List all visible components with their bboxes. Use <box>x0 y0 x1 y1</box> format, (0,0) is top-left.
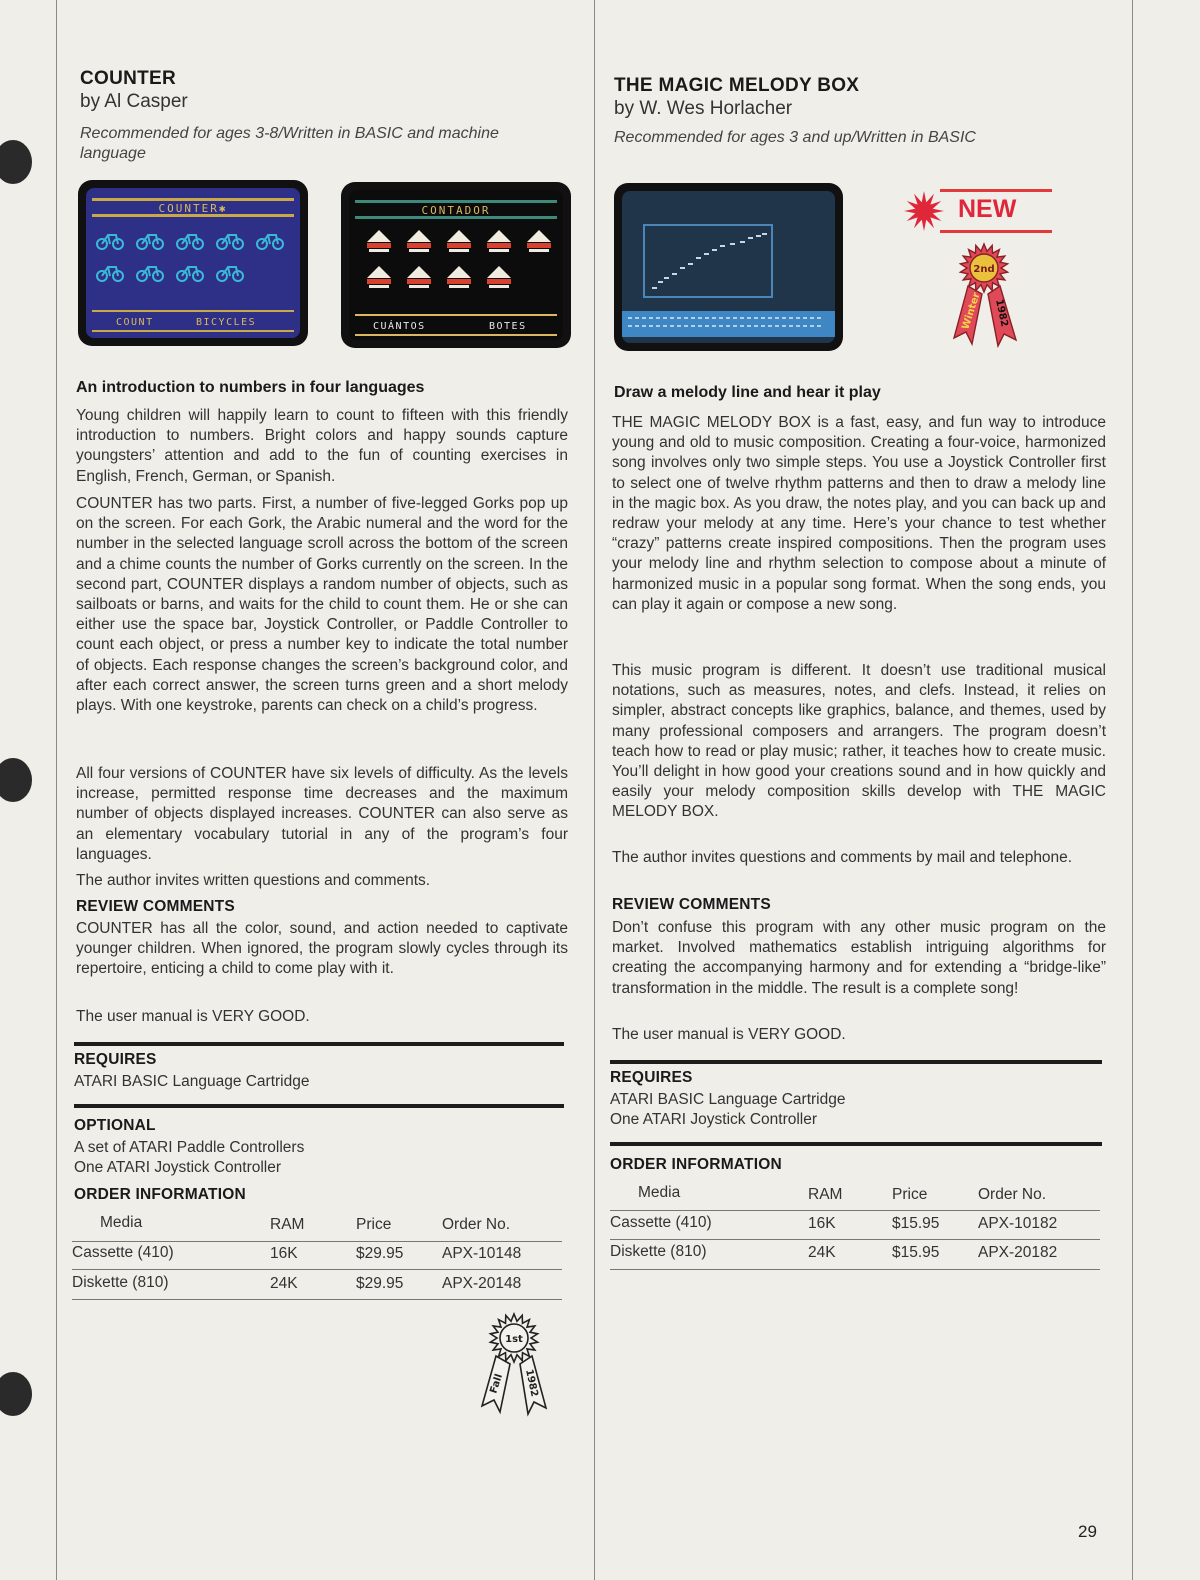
sailboat-icon <box>367 266 391 288</box>
melody-box-graphic <box>622 191 835 343</box>
counter-screen-left-word: COUNT <box>116 317 154 328</box>
new-badge <box>900 186 1054 236</box>
svg-text:Fall: Fall <box>488 1372 505 1395</box>
contador-screen-title: CONTADOR <box>421 204 491 217</box>
counter-screen-title: COUNTER✱ <box>158 202 228 215</box>
counter-screenshot-spanish <box>341 182 571 348</box>
sailboat-icon <box>487 230 511 252</box>
svg-text:Winter: Winter <box>960 291 983 331</box>
column-divider <box>594 0 595 1580</box>
bicycle-icon <box>97 235 123 249</box>
melody-order-header-orderno: Order No. <box>978 1186 1047 1203</box>
sailboat-icons <box>367 230 551 288</box>
melody-subhead: Draw a melody line and hear it play <box>614 384 881 401</box>
melody-author: by W. Wes Horlacher <box>614 98 793 119</box>
bicycle-icon <box>97 267 123 281</box>
bicycle-icon <box>177 235 203 249</box>
counter-screen-graphic <box>86 188 300 338</box>
melody-paragraph-3: The author invites questions and comments by mail and telephone. <box>612 849 1073 866</box>
counter-paragraph-1: Young children will happily learn to count to fifteen with this friendly introduction to numbers. Bright colors and happy sounds capture youngsters’ attention and add to the fun of counting exercises in English, French, German, or Spanish. <box>76 407 568 485</box>
margin-rule-left <box>56 0 57 1580</box>
counter-order-header-orderno: Order No. <box>442 1216 511 1233</box>
counter-screen-right-word: BICYCLES <box>196 317 257 328</box>
melody-paragraph-2: This music program is different. It doesn’t use traditional musical notations, such as measures, notes, and clefs. Instead, it relies on simpler, abstract concepts like graphics, balance, and themes, used by many professional composers and arrangers. The program doesn’t teach how to read or play music; rather, it teaches how to create music. You’ll delight in how good your creations sound and in how quickly and easily your melody composition skills develop with THE MAGIC MELODY BOX. <box>612 662 1106 821</box>
counter-paragraph-4: The author invites written questions and comments. <box>76 872 431 889</box>
melody-title: THE MAGIC MELODY BOX <box>614 75 860 96</box>
contador-screen-right-word: BOTES <box>489 321 527 332</box>
melody-requires-item-1: ATARI BASIC Language Cartridge <box>610 1091 846 1108</box>
melody-manual-rating: The user manual is VERY GOOD. <box>612 1026 846 1043</box>
sailboat-icon <box>407 230 431 252</box>
counter-order-header-media: Media <box>100 1214 143 1231</box>
counter-order-header-price: Price <box>356 1216 392 1233</box>
second-place-ribbon-icon <box>946 240 1022 352</box>
counter-review-label: REVIEW COMMENTS <box>76 898 235 915</box>
melody-requires-label: REQUIRES <box>610 1069 693 1086</box>
contador-screen-left-word: CUÁNTOS <box>373 321 426 332</box>
melody-rule-order <box>610 1142 1102 1146</box>
svg-text:2nd: 2nd <box>973 264 995 275</box>
counter-order-header-ram: RAM <box>270 1216 305 1233</box>
counter-optional-item-1: A set of ATARI Paddle Controllers <box>74 1139 305 1156</box>
binder-hole-top <box>0 140 32 184</box>
sailboat-icon <box>447 230 471 252</box>
melody-order-header-ram: RAM <box>808 1186 843 1203</box>
melody-review-text: Don’t confuse this program with any other music program on the market. Involved mathematics establish intriguing algorithms for creating the accompanying harmony and for extending a “bridge-like” transformation in the middle. The result is a complete song! <box>612 919 1106 997</box>
melody-order-header-price: Price <box>892 1186 928 1203</box>
counter-paragraph-2: COUNTER has two parts. First, a number of five-legged Gorks pop up on the screen. For each Gork, the Arabic numeral and the word for the number in the selected language scroll across the bottom of the screen and a chime counts the number of Gorks currently on the screen. In the second part, COUNTER displays a random number of objects, such as sailboats or barns, and waits for the child to count them. He or she can either use the space bar, Joystick Controller, or Paddle Controller to count each object, or press a number key to indicate the total number of objects. Each response changes the screen’s background color, and after each correct answer, the screen turns green and a short melody plays. With one keystroke, parents can check on a child’s progress. <box>76 495 568 715</box>
page-number: 29 <box>1078 1522 1097 1541</box>
counter-subhead: An introduction to numbers in four languages <box>76 379 425 396</box>
melody-screenshot <box>614 183 843 351</box>
counter-author: by Al Casper <box>80 91 188 112</box>
sailboat-icon <box>407 266 431 288</box>
new-badge-label: NEW <box>958 195 1017 223</box>
counter-rule-requires <box>74 1042 564 1046</box>
sailboat-icon <box>487 266 511 288</box>
svg-text:1982: 1982 <box>993 298 1010 328</box>
counter-order-label: ORDER INFORMATION <box>74 1186 246 1203</box>
counter-paragraph-3: All four versions of COUNTER have six levels of difficulty. As the levels increase, permitted response time decreases and the maximum number of objects displayed increases. COUNTER can also serve as an elementary vocabulary tutorial in any of the program’s four languages. <box>76 765 568 863</box>
binder-hole-middle <box>0 758 32 802</box>
svg-text:1982: 1982 <box>523 1368 540 1398</box>
catalog-page: COUNTER by Al Casper Recommended for ages 3-8/Written in BASIC and machine language COUNTER✱ COUNT BICYCLES CONTADOR CUÁNTOS BOTES An introduction to numbers in four languages Young children will happily learn to count to fifteen with this friendly introduction to numbers. Bright colors and happy sounds capture youngsters’ attention and add to the fun of counting exercises in English, French, German, or Spanish. COUNTER has two parts. First, a number of five-legged Gorks pop up on the screen. For each Gork, the Arabic numeral and the word for the number in the selected language scroll across the bottom of the screen and a chime counts the number of Gorks currently on the screen. In the second part, COUNTER displays a random number of objects, such as sailboats or barns, and waits for the child to count them. He or she can either use the space bar, Joystick Controller, or Paddle Controller to count each object, or press a number key to indicate the total number of objects. Each response changes the screen’s background color, and after each correct answer, the screen turns green and a short melody plays. With one keystroke, parents can check on a child’s progress. All four versions of COUNTER have six levels of difficulty. As the levels increase, permitted response time decreases and the maximum number of objects displayed increases. COUNTER can also serve as an elementary vocabulary tutorial in any of the program’s four languages. The author invites written questions and comments. REVIEW COMMENTS COUNTER has all the color, sound, and action needed to captivate younger children. When ignored, the program slowly cycles through its repertoire, enticing a child to come play with it. The user manual is VERY GOOD. REQUIRES ATARI BASIC Language Cartridge OPTIONAL A set of ATARI Paddle Controllers One ATARI Joystick Controller ORDER INFORMATION Media RAM Price Order No. Cassette (410) 16K $29.95 APX-10148 Diskette (810) 24K $29.95 APX-20148 1st Fall 1982 THE MAGIC MELODY BOX by W. Wes Horlacher Recommended for ages 3 and up/Written in BASIC NEW 2nd Winter 1982 Draw a melody line and hear it play THE MAGIC MELODY BOX is a fast, easy, and fun way to introduce young and old to music composition. Creating a four-voice, harmonized song involves only two simple steps. You use a Joystick Controller first to select one of twelve rhythm patterns and then to draw a melody line in the magic box. As you draw, the notes play, and you can back up and redraw your melody at any time. Here’s your chance to test whether “crazy” patterns create inspired compositions. Then the program uses your melody line and rhythm selection to compose about a minute of harmonized music in a popular song format. When the song ends, you can play it again or compose a new song. This music program is different. It doesn’t use traditional musical notations, such as measures, notes, and clefs. Instead, it relies on simpler, abstract concepts like graphics, balance, and themes, used by many professional composers and arrangers. The program doesn’t teach how to read or play music; rather, it teaches how to create music. You’ll delight in how good your creations sound and in how quickly and easily your melody composition skills develop with THE MAGIC MELODY BOX. The author invites questions and comments by mail and telephone. REVIEW COMMENTS Don’t confuse this program with any other music program on the market. Involved mathematics establish intriguing algorithms for creating the accompanying harmony and for extending a “bridge-like” transformation in the middle. The result is a complete song! The user manual is VERY GOOD. REQUIRES ATARI BASIC Language Cartridge One ATARI Joystick Controller ORDER INFORMATION Media RAM Price Order No. Cassette (410) 16K $15.95 APX-10182 Diskette (810) 24K $15.95 APX-20182 29 <box>0 0 1200 1580</box>
melody-review-label: REVIEW COMMENTS <box>612 896 771 913</box>
bicycle-icon <box>217 267 243 281</box>
svg-text:1st: 1st <box>505 1334 523 1345</box>
sailboat-icon <box>527 230 551 252</box>
counter-optional-item-2: One ATARI Joystick Controller <box>74 1159 282 1176</box>
binder-hole-bottom <box>0 1372 32 1416</box>
counter-manual-rating: The user manual is VERY GOOD. <box>76 1008 310 1025</box>
melody-order-header-media: Media <box>638 1184 681 1201</box>
counter-requires-label: REQUIRES <box>74 1051 157 1068</box>
counter-title: COUNTER <box>80 68 177 89</box>
margin-rule-right <box>1132 0 1133 1580</box>
counter-rule-optional <box>74 1104 564 1108</box>
first-place-ribbon-icon <box>476 1308 552 1420</box>
melody-order-label: ORDER INFORMATION <box>610 1156 782 1173</box>
bicycle-icons <box>97 235 283 281</box>
melody-rule-requires <box>610 1060 1102 1064</box>
melody-recommended: Recommended for ages 3 and up/Written in BASIC <box>614 129 976 146</box>
bicycle-icon <box>217 235 243 249</box>
counter-screenshot-english <box>78 180 308 346</box>
bicycle-icon <box>257 235 283 249</box>
bicycle-icon <box>177 267 203 281</box>
counter-recommended: Recommended for ages 3-8/Written in BASIC and machine language <box>80 125 499 162</box>
bicycle-icon <box>137 235 163 249</box>
counter-optional-label: OPTIONAL <box>74 1117 156 1134</box>
counter-requires-item: ATARI BASIC Language Cartridge <box>74 1073 310 1090</box>
melody-requires-item-2: One ATARI Joystick Controller <box>610 1111 818 1128</box>
sailboat-icon <box>447 266 471 288</box>
counter-review-text: COUNTER has all the color, sound, and action needed to captivate younger children. When ignored, the program slowly cycles through its repertoire, enticing a child to come play with it. <box>76 920 568 978</box>
bicycle-icon <box>137 267 163 281</box>
sailboat-icon <box>367 230 391 252</box>
melody-paragraph-1: THE MAGIC MELODY BOX is a fast, easy, and fun way to introduce young and old to music composition. Creating a four-voice, harmonized song involves only two simple steps. You use a Joystick Controller first to select one of twelve rhythm patterns and then to draw a melody line in the magic box. As you draw, the notes play, and you can back up and redraw your melody at any time. Here’s your chance to test whether “crazy” patterns create inspired compositions. Then the program uses your melody line and rhythm selection to compose about a minute of harmonized music in a popular song format. When the song ends, you can play it again or compose a new song. <box>612 414 1106 613</box>
contador-screen-graphic <box>349 190 563 340</box>
